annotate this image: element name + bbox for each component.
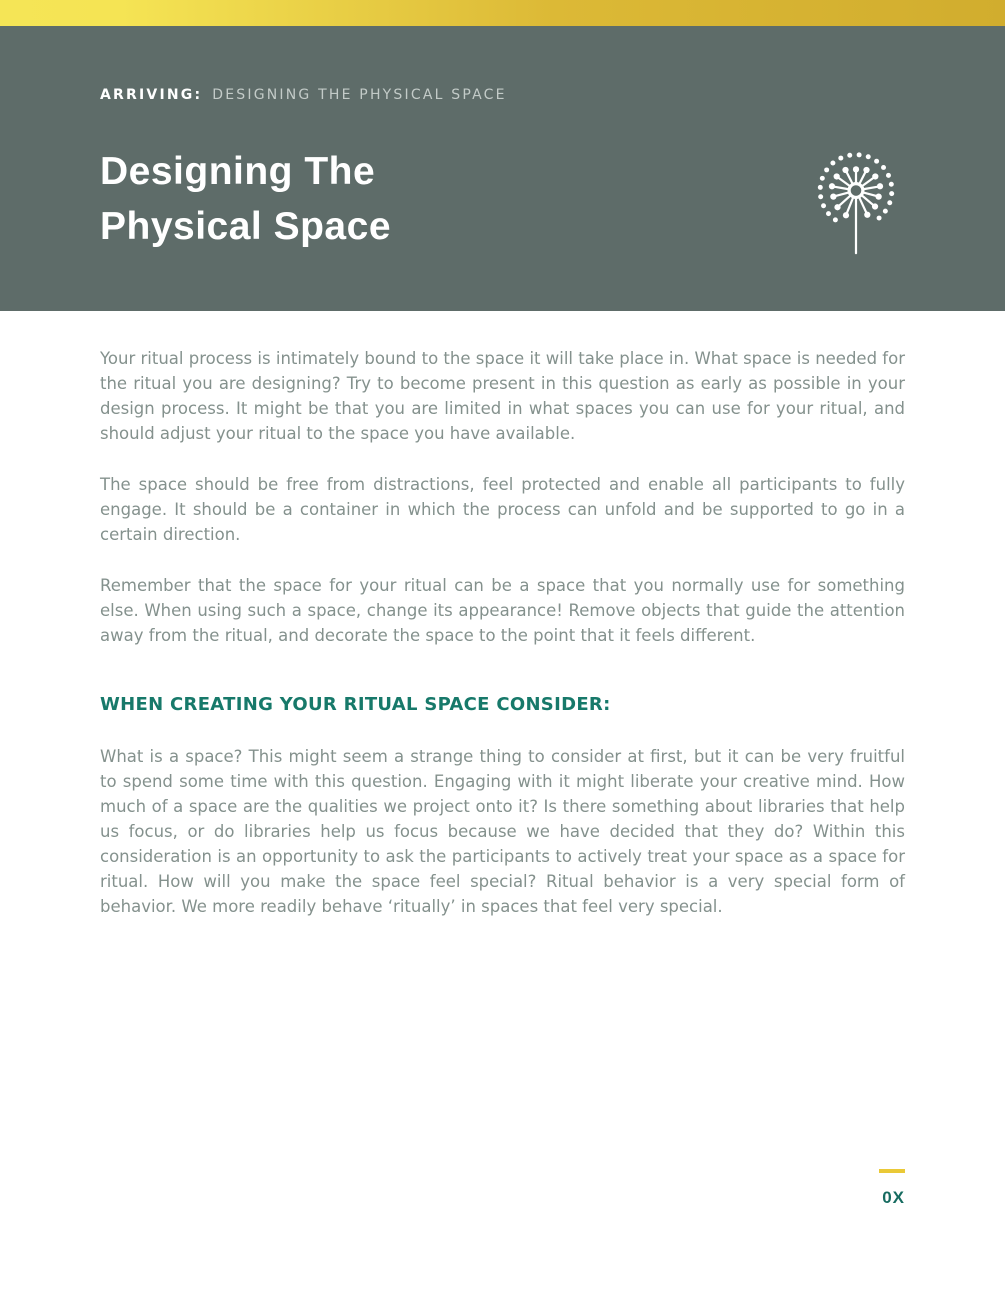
section-label: ARRIVING: <box>100 87 203 103</box>
chapter-label: DESIGNING THE PHYSICAL SPACE <box>212 87 507 103</box>
dandelion-icon <box>810 148 902 257</box>
page-title-line-1: Designing The <box>100 150 376 193</box>
page-footer <box>879 1158 905 1208</box>
body-content <box>100 346 905 945</box>
section-heading: WHEN CREATING YOUR RITUAL SPACE CONSIDER: <box>100 694 611 715</box>
footer-dash <box>879 1169 905 1173</box>
paragraph-2: The space should be free from distractions, feel protected and enable all participants to fully engage. It should be a container in which the process can unfold and be supported to go in a certain direction. <box>100 475 905 544</box>
paragraph-4: What is a space? This might seem a strange thing to consider at first, but it can be very fruitful to spend some time with this question. Engaging with it might liberate your creative mind. How much of a space are the qualities we project onto it? Is there something about libraries that help us focus, or do libraries help us focus because we have decided that they do? Within this consideration is an opportunity to ask the participants to actively treat your space as a space for ritual. How will you make the space feel special? Ritual behavior is a very special form of behavior. We more readily behave ‘ritually’ in spaces that feel very special. <box>100 747 905 916</box>
page-title-line-2: Physical Space <box>100 205 392 248</box>
page-title <box>100 144 391 254</box>
page-header <box>0 26 1005 311</box>
paragraph-1: Your ritual process is intimately bound to the space it will take place in. What space is needed for the ritual you are designing? Try to become present in this question as early as possible in your design process. It might be that you are limited in what spaces you can use for your ritual, and should adjust your ritual to the space you have available. <box>100 349 905 443</box>
breadcrumb <box>100 87 507 103</box>
top-accent-bar <box>0 0 1005 26</box>
paragraph-3: Remember that the space for your ritual can be a space that you normally use for something else. When using such a space, change its appearance! Remove objects that guide the attention away from the ritual, and decorate the space to the point that it feels different. <box>100 576 905 645</box>
page-number: 0X <box>882 1188 905 1207</box>
